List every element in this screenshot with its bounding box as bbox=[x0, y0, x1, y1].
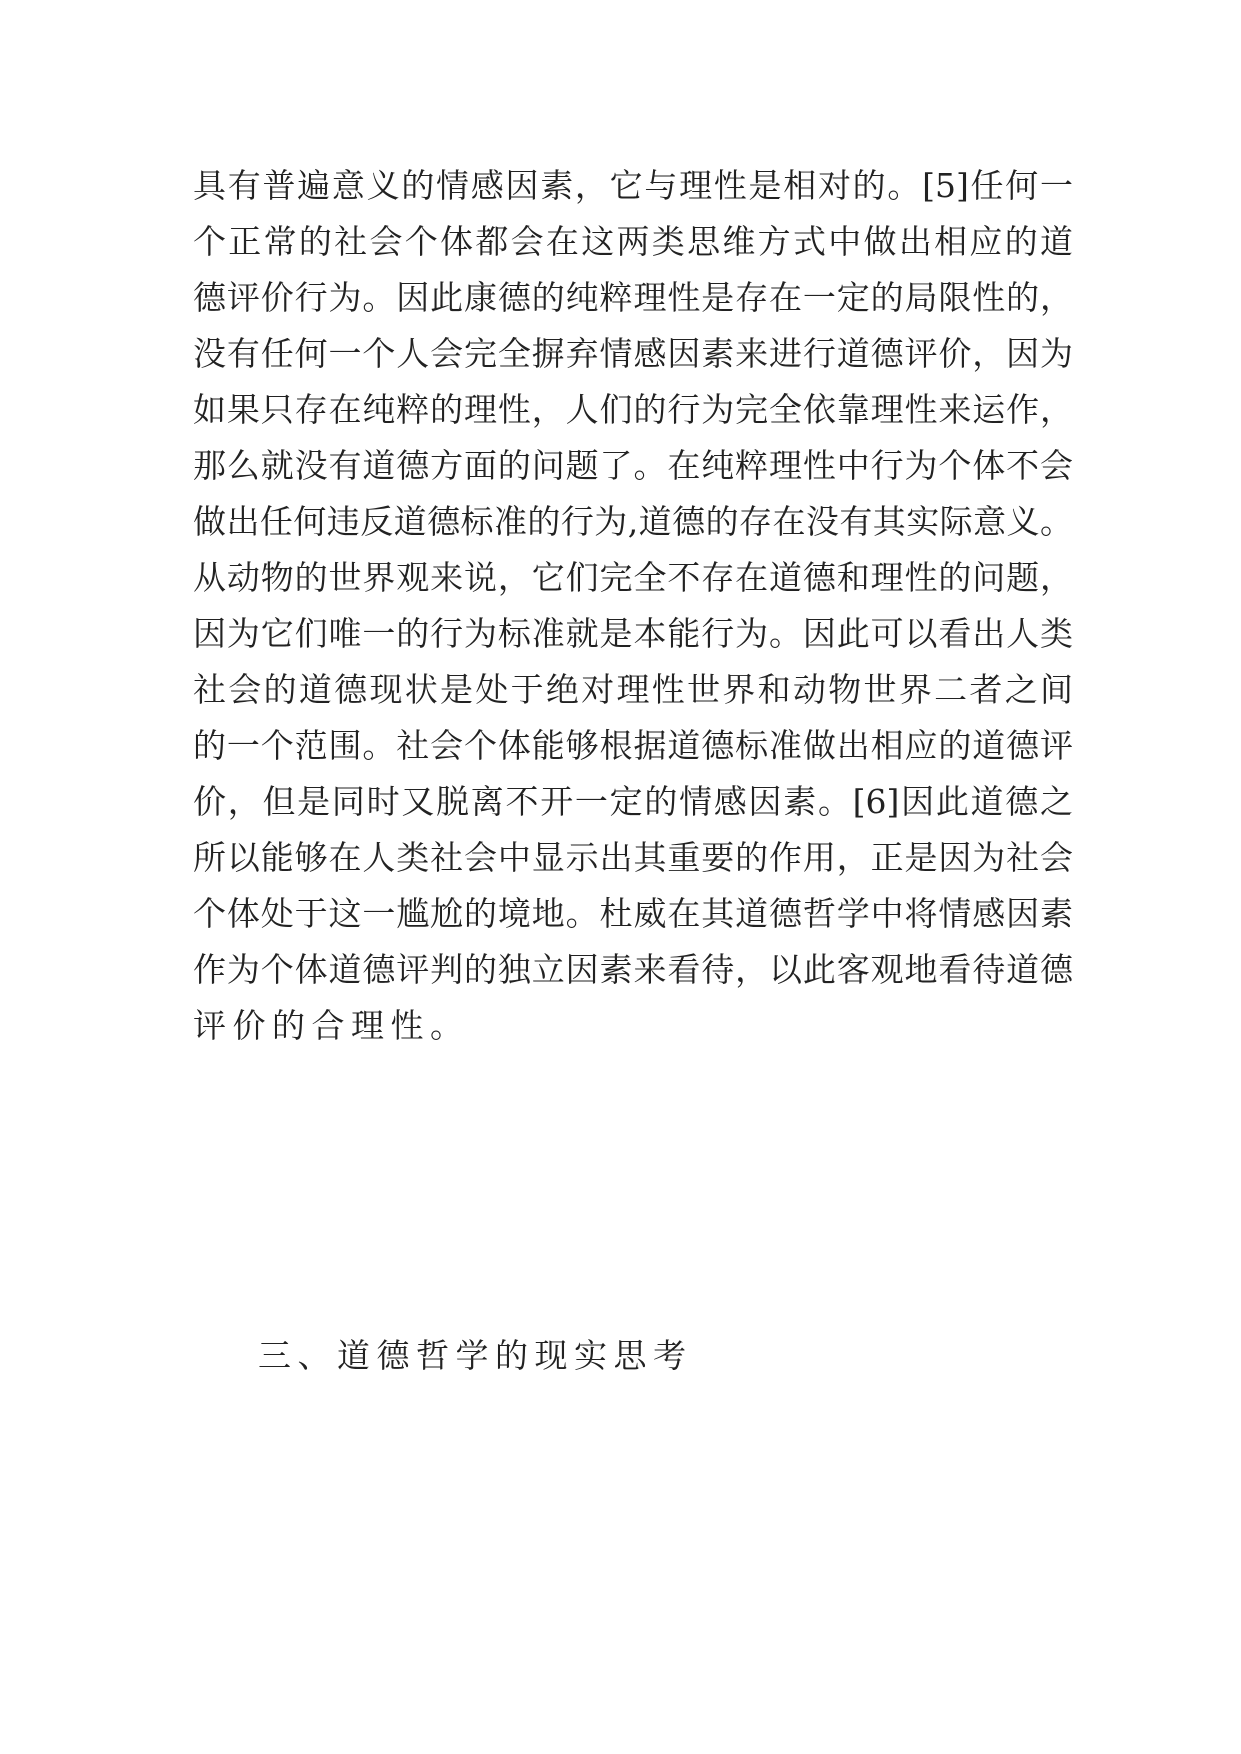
paragraph-line: 所以能够在人类社会中显示出其重要的作用，正是因为社会 bbox=[193, 838, 1073, 877]
body-paragraph bbox=[193, 158, 1073, 1054]
paragraph-line: 价，但是同时又脱离不开一定的情感因素。[6]因此道德之 bbox=[193, 782, 1073, 821]
paragraph-line: 个体处于这一尴尬的境地。杜威在其道德哲学中将情感因素 bbox=[193, 894, 1073, 933]
paragraph-line: 的一个范围。社会个体能够根据道德标准做出相应的道德评 bbox=[193, 726, 1073, 765]
paragraph-line: 德评价行为。因此康德的纯粹理性是存在一定的局限性的， bbox=[193, 278, 1073, 317]
paragraph-line: 因为它们唯一的行为标准就是本能行为。因此可以看出人类 bbox=[193, 614, 1073, 653]
paragraph-line: 具有普遍意义的情感因素，它与理性是相对的。[5]任何一 bbox=[193, 166, 1073, 205]
paragraph-line: 做出任何违反道德标准的行为,道德的存在没有其实际意义。 bbox=[193, 502, 1073, 541]
paragraph-line: 作为个体道德评判的独立因素来看待，以此客观地看待道德 bbox=[193, 950, 1073, 989]
paragraph-line: 社会的道德现状是处于绝对理性世界和动物世界二者之间 bbox=[193, 670, 1073, 709]
paragraph-line: 个正常的社会个体都会在这两类思维方式中做出相应的道 bbox=[193, 222, 1073, 261]
section-heading: 三、道德哲学的现实思考 bbox=[258, 1336, 693, 1375]
paragraph-line: 没有任何一个人会完全摒弃情感因素来进行道德评价，因为 bbox=[193, 334, 1073, 373]
paragraph-line: 那么就没有道德方面的问题了。在纯粹理性中行为个体不会 bbox=[193, 446, 1073, 485]
paragraph-line-last: 评价的合理性。 bbox=[193, 1006, 470, 1045]
paragraph-line: 如果只存在纯粹的理性，人们的行为完全依靠理性来运作， bbox=[193, 390, 1073, 429]
paragraph-line: 从动物的世界观来说，它们完全不存在道德和理性的问题， bbox=[193, 558, 1073, 597]
